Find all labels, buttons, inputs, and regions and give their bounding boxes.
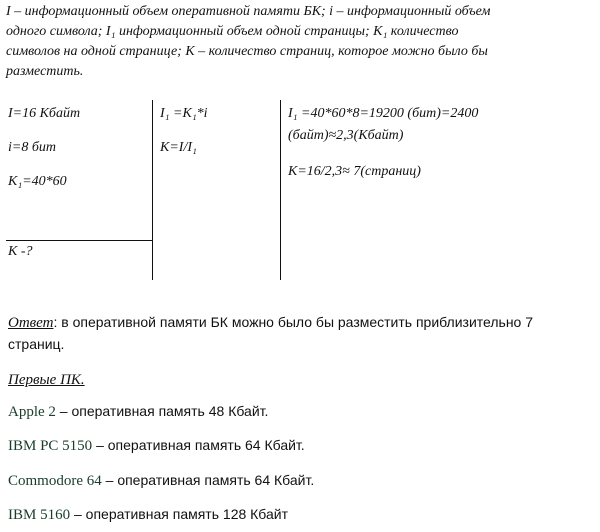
pc-desc: – оперативная память 64 Кбайт. xyxy=(92,437,305,453)
divider-vertical xyxy=(152,100,153,280)
calc-page-volume: I₁ =40*60*8=19200 (бит)=2400 xyxy=(288,106,479,121)
divider-vertical xyxy=(280,100,281,280)
formula-page-count: K=I/I₁ xyxy=(160,140,197,155)
answer-text: : в оперативной памяти БК можно было бы разместить приблизительно 7 xyxy=(53,314,534,330)
divider-horizontal xyxy=(6,240,152,241)
given-total-memory: I=16 Кбайт xyxy=(8,106,81,121)
pc-name: Commodore 64 xyxy=(8,473,102,489)
answer-block xyxy=(8,312,593,355)
pc-name: IBM 5160 xyxy=(8,507,71,523)
given-symbols-per-page: K₁=40*60 xyxy=(8,174,67,189)
calc-page-count: K=16/2,3≈ 7(страниц) xyxy=(288,164,421,179)
intro-line: разместить. xyxy=(6,64,84,79)
pc-desc: – оперативная память 64 Кбайт. xyxy=(101,472,315,488)
pc-name: IBM PC 5150 xyxy=(8,438,93,454)
intro-paragraph xyxy=(6,2,596,82)
pc-item xyxy=(8,403,268,421)
intro-line: одного символа; I₁ информационный объем одной страницы; K₁ количество xyxy=(6,24,459,39)
unknown-value: K -? xyxy=(8,244,33,259)
intro-line: I – информационный объем оперативной памяти БК; i – информационный объем xyxy=(6,4,491,19)
intro-line: символов на одной странице; K – количество страниц, которое можно было бы xyxy=(6,44,488,59)
answer-label: Ответ xyxy=(8,315,54,331)
pc-name: Apple 2 xyxy=(8,404,56,420)
answer-text-cont: страниц. xyxy=(8,336,65,352)
formula-page-volume: I₁ =K₁*i xyxy=(160,106,208,121)
first-pc-heading: Первые ПК. xyxy=(8,372,85,388)
pc-item xyxy=(8,472,314,490)
calc-page-volume-cont: (байт)≈2,3(Кбайт) xyxy=(288,128,404,143)
pc-item xyxy=(8,437,305,455)
pc-item xyxy=(8,506,288,524)
pc-desc: – оперативная память 48 Кбайт. xyxy=(55,403,269,419)
pc-desc: – оперативная память 128 Кбайт xyxy=(70,506,289,522)
given-symbol-size: i=8 бит xyxy=(8,140,56,155)
